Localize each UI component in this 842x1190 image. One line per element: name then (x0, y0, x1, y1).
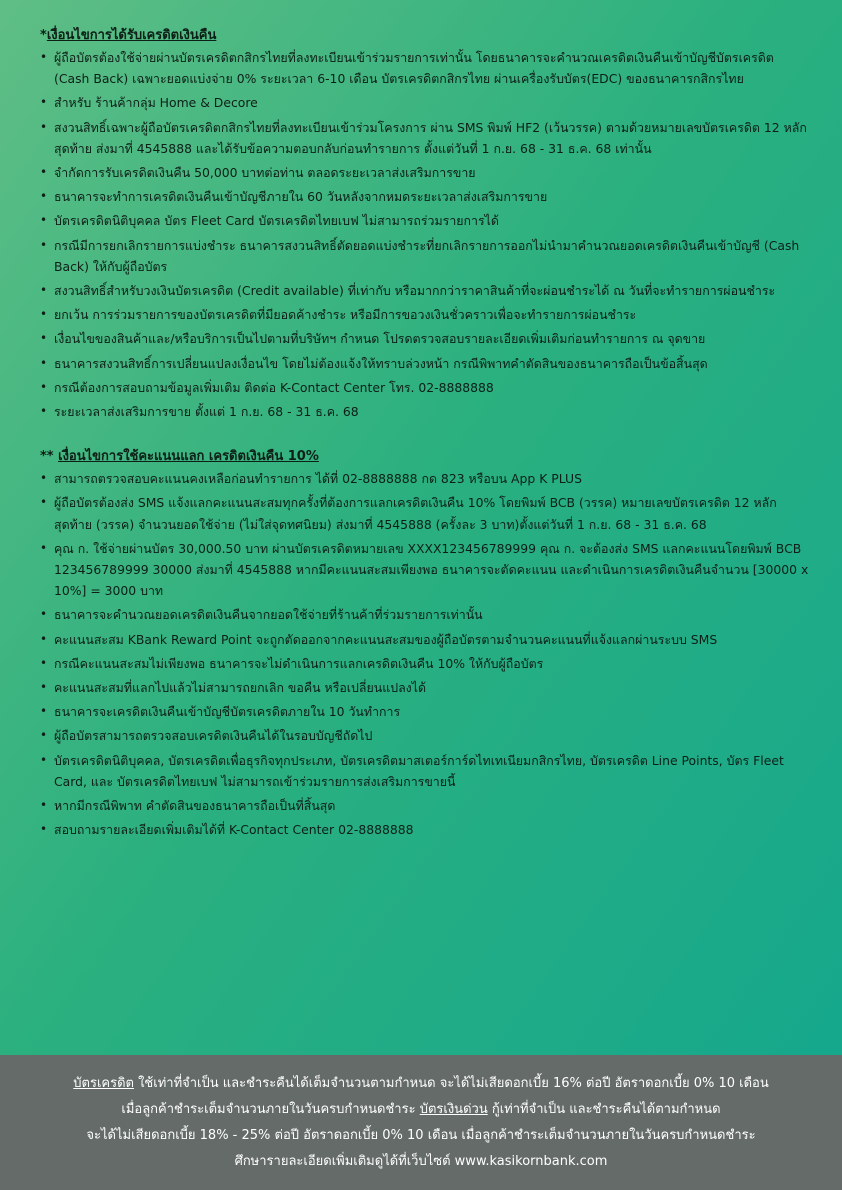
list-item: • ธนาคารสงวนสิทธิ์การเปลี่ยนแปลงเงื่อนไข โดยไม่ต้องแจ้งให้ทราบล่วงหน้า กรณีพิพาทคำตัดสินของธนาคารถือเป็นข้อสิ้นสุด (40, 353, 810, 374)
list-item: • กรณีคะแนนสะสมไม่เพียงพอ ธนาคารจะไม่ดำเนินการแลกเครดิตเงินคืน 10% ให้กับผู้ถือบัตร (40, 653, 810, 674)
section-gap (40, 425, 810, 447)
terms-content (40, 26, 810, 844)
section1-heading (40, 26, 810, 46)
list-item: • ธนาคารจะทำการเครดิตเงินคืนเข้าบัญชีภายใน 60 วันหลังจากหมดระยะเวลาส่งเสริมการขาย (40, 186, 810, 207)
section1-title: เงื่อนไขการได้รับเครดิตเงินคืน (46, 28, 217, 43)
list-item: • ผู้ถือบัตรต้องส่ง SMS แจ้งแลกคะแนนสะสมทุกครั้งที่ต้องการแลกเครดิตเงินคืน 10% โดยพิมพ์ BCB (วรรค) หมายเลขบัตรเครดิต 12 หลักสุดท้าย (วรรค) จำนวนยอดใช้จ่าย (ไม่ใส่จุดทศนิยม) ส่งมาที่ 4545888 (ครั้งละ 3 บาท)ตั้งแต่วันที่ 1 ก.ย. 68 - 31 ธ.ค. 68 (40, 492, 810, 534)
footer-line-3: จะได้ไม่เสียดอกเบี้ย 18% - 25% ต่อปี อัตราดอกเบี้ย 0% 10 เดือน เมื่อลูกค้าชำระเต็มจำนวนภายในวันครบกำหนดชำระ (86, 1128, 756, 1143)
list-item: • ธนาคารจะคำนวณยอดเครดิตเงินคืนจากยอดใช้จ่ายที่ร้านค้าที่ร่วมรายการเท่านั้น (40, 604, 810, 625)
list-item: • สำหรับ ร้านค้ากลุ่ม Home & Decore (40, 92, 810, 113)
list-item: • บัตรเครดิตนิติบุคคล, บัตรเครดิตเพื่อธุรกิจทุกประเภท, บัตรเครดิตมาสเตอร์การ์ดไทเทเนียมกสิกรไทย, บัตรเครดิต Line Points, บัตร Fleet Card, และ บัตรเครดิตไทยเบฟ ไม่สามารถเข้าร่วมรายการส่งเสริมการขายนี้ (40, 750, 810, 792)
section2-list (40, 468, 810, 840)
list-item: • เงื่อนไขของสินค้าและ/หรือบริการเป็นไปตามที่บริษัทฯ กำหนด โปรดตรวจสอบรายละเอียดเพิ่มเติมก่อนทำรายการ ณ จุดขาย (40, 328, 810, 349)
list-item: • คะแนนสะสมที่แลกไปแล้วไม่สามารถยกเลิก ขอคืน หรือเปลี่ยนแปลงได้ (40, 677, 810, 698)
list-item: • กรณีมีการยกเลิกรายการแบ่งชำระ ธนาคารสงวนสิทธิ์ตัดยอดแบ่งชำระที่ยกเลิกรายการออกไม่นำมาคำนวณยอดเครดิตเงินคืนเข้าบัญชี (Cash Back) ให้กับผู้ถือบัตร (40, 235, 810, 277)
credit-card-label: บัตรเครดิต (73, 1076, 134, 1091)
section2-prefix: ** (40, 449, 59, 465)
list-item: • บัตรเครดิตนิติบุคคล บัตร Fleet Card บัตรเครดิตไทยเบฟ ไม่สามารถร่วมรายการได้ (40, 210, 810, 231)
list-item: • จำกัดการรับเครดิตเงินคืน 50,000 บาทต่อท่าน ตลอดระยะเวลาส่งเสริมการขาย (40, 162, 810, 183)
list-item: • คุณ ก. ใช้จ่ายผ่านบัตร 30,000.50 บาท ผ่านบัตรเครดิตหมายเลข XXXX123456789999 คุณ ก. จะต้องส่ง SMS แลกคะแนนโดยพิมพ์ BCB 123456789999 30000 ส่งมาที่ 4545888 หากมีคะแนนสะสมเพียงพอ ธนาคารจะตัดคะแนน และดำเนินการเครดิตเงินคืนจำนวน [30000 x 10%] = 3000 บาท (40, 538, 810, 602)
list-item: • ยกเว้น การร่วมรายการของบัตรเครดิตที่มียอดค้างชำระ หรือมีการขอวงเงินชั่วคราวเพื่อจะทำรายการผ่อนชำระ (40, 304, 810, 325)
list-item: • สามารถตรวจสอบคะแนนคงเหลือก่อนทำรายการ ได้ที่ 02-8888888 กด 823 หรือบน App K PLUS (40, 468, 810, 489)
footer-line-1-text: ใช้เท่าที่จำเป็น และชำระคืนได้เต็มจำนวนตามกำหนด จะได้ไม่เสียดอกเบี้ย 16% ต่อปี อัตราดอกเบี้ย 0% 10 เดือน (133, 1076, 769, 1091)
cash-card-label: บัตรเงินด่วน (419, 1102, 488, 1117)
list-item: • คะแนนสะสม KBank Reward Point จะถูกตัดออกจากคะแนนสะสมของผู้ถือบัตรตามจำนวนคะแนนที่แจ้งแลกผ่านระบบ SMS (40, 629, 810, 650)
section1-prefix: * (40, 28, 47, 43)
footer-line-2-start: เมื่อลูกค้าชำระเต็มจำนวนภายในวันครบกำหนดชำระ (121, 1102, 420, 1117)
footer-line-4: ศึกษารายละเอียดเพิ่มเติมดูได้ที่เว็บไซต์ www.kasikornbank.com (234, 1154, 608, 1169)
footer-line-2-text: กู้เท่าที่จำเป็น และชำระคืนได้ตามกำหนด (487, 1102, 721, 1117)
section2-title: เงื่อนไขการใช้คะแนนแลก เครดิตเงินคืน 10% (58, 449, 319, 465)
disclaimer-footer (0, 1055, 842, 1190)
list-item: • ผู้ถือบัตรต้องใช้จ่ายผ่านบัตรเครดิตกสิกรไทยที่ลงทะเบียนเข้าร่วมรายการเท่านั้น โดยธนาคารจะคำนวณเครดิตเงินคืนเข้าบัญชีบัตรเครดิต (Cash Back) เฉพาะยอดแบ่งจ่าย 0% ระยะเวลา 6-10 เดือน บัตรเครดิตกสิกรไทย ผ่านเครื่องรับบัตร(EDC) ของธนาคารกสิกรไทย (40, 47, 810, 89)
list-item: • สงวนสิทธิ์สำหรับวงเงินบัตรเครดิต (Credit available) ที่เท่ากับ หรือมากกว่าราคาสินค้าที่จะผ่อนชำระได้ ณ วันที่จะทำรายการผ่อนชำระ (40, 280, 810, 301)
footer-line-2 (0, 1097, 842, 1123)
list-item: • สงวนสิทธิ์เฉพาะผู้ถือบัตรเครดิตกสิกรไทยที่ลงทะเบียนเข้าร่วมโครงการ ผ่าน SMS พิมพ์ HF2 (เว้นวรรค) ตามด้วยหมายเลขบัตรเครดิต 12 หลักสุดท้าย ส่งมาที่ 4545888 และได้รับข้อความตอบกลับก่อนทำรายการ ตั้งแต่วันที่ 1 ก.ย. 68 - 31 ธ.ค. 68 เท่านั้น (40, 117, 810, 159)
list-item: • หากมีกรณีพิพาท คำตัดสินของธนาคารถือเป็นที่สิ้นสุด (40, 795, 810, 816)
list-item: • ระยะเวลาส่งเสริมการขาย ตั้งแต่ 1 ก.ย. 68 - 31 ธ.ค. 68 (40, 401, 810, 422)
list-item: • สอบถามรายละเอียดเพิ่มเติมได้ที่ K-Contact Center 02-8888888 (40, 819, 810, 840)
list-item: • กรณีต้องการสอบถามข้อมูลเพิ่มเติม ติดต่อ K-Contact Center โทร. 02-8888888 (40, 377, 810, 398)
footer-line-1 (0, 1071, 842, 1097)
list-item: • ธนาคารจะเครดิตเงินคืนเข้าบัญชีบัตรเครดิตภายใน 10 วันทำการ (40, 701, 810, 722)
list-item: • ผู้ถือบัตรสามารถตรวจสอบเครดิตเงินคืนได้ในรอบบัญชีถัดไป (40, 725, 810, 746)
section1-list (40, 47, 810, 422)
section2-heading (40, 447, 810, 467)
